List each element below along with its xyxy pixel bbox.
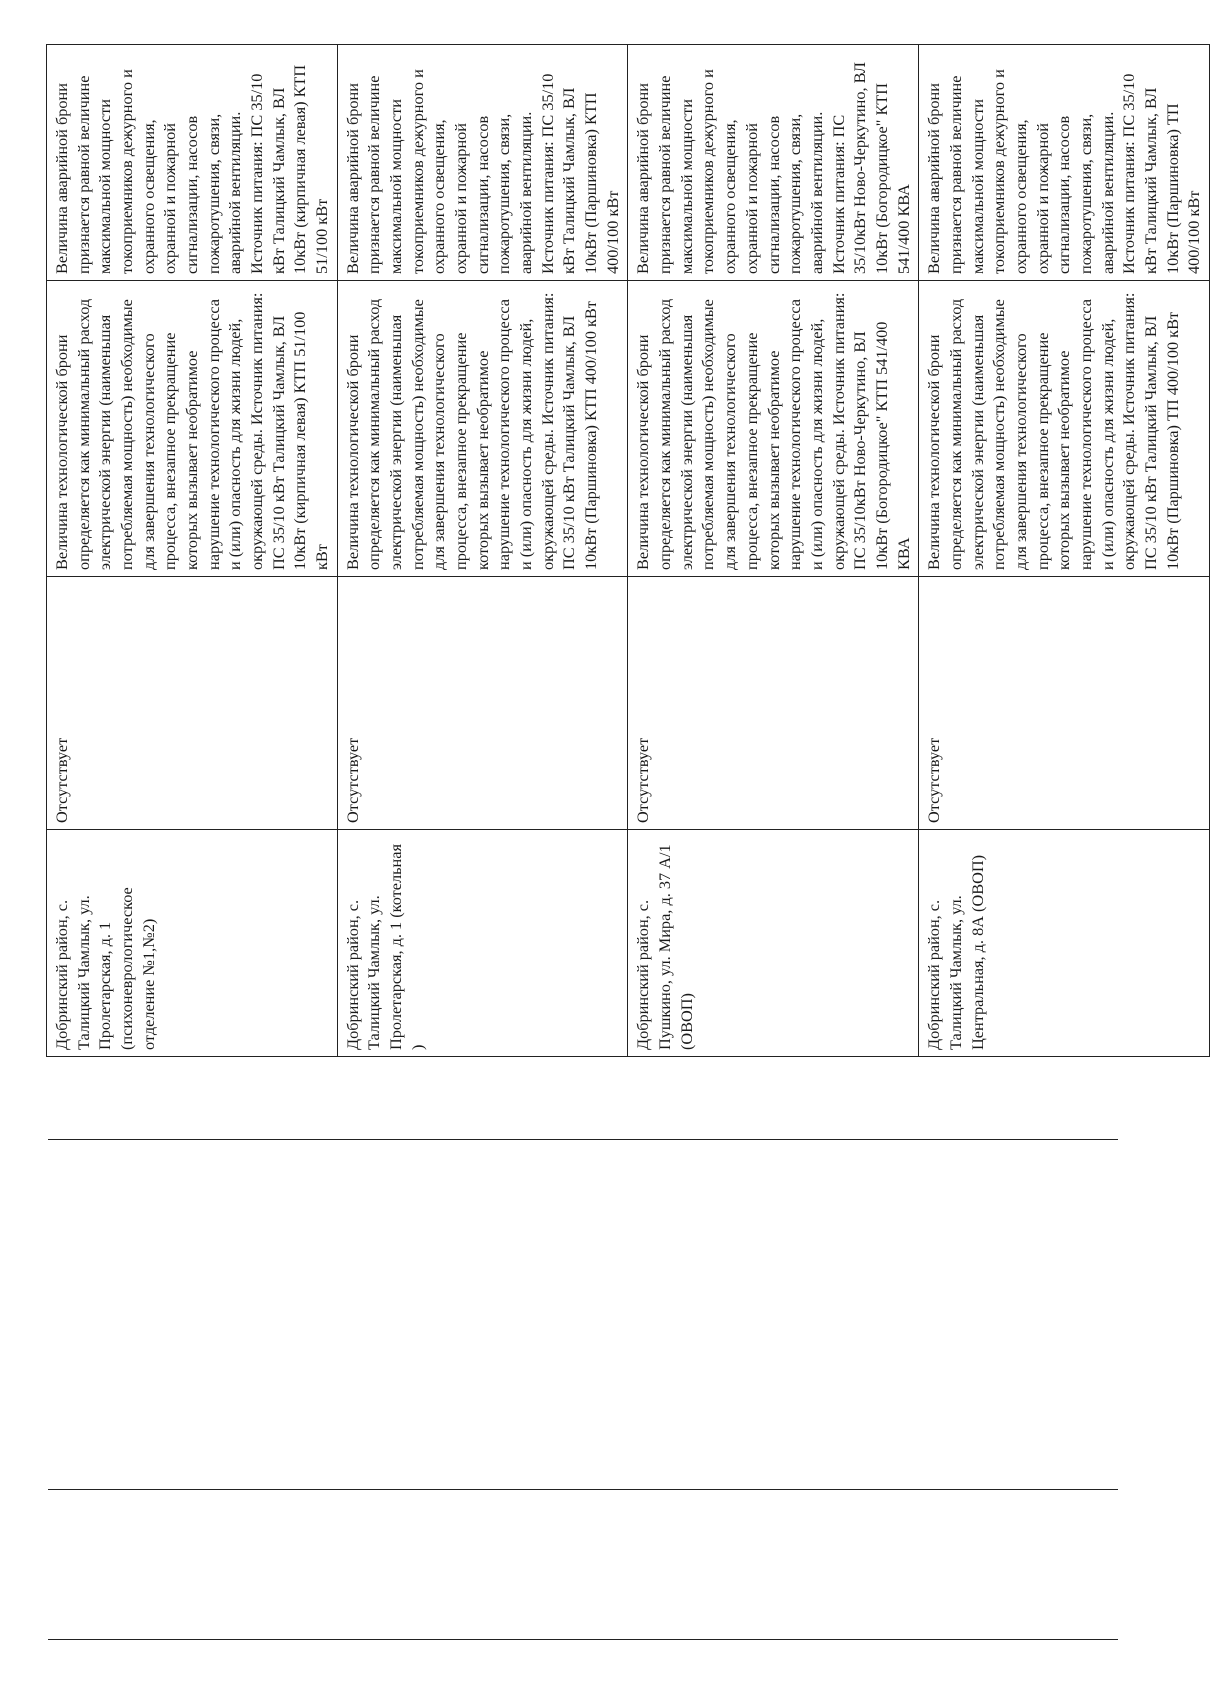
status-cell: Отсутствует: [628, 577, 919, 830]
table-rule-line: [48, 1139, 1118, 1140]
power-reserve-table: [46, 44, 1210, 1057]
table-row: [337, 45, 628, 1057]
technological-reserve-cell: Величина технологической брони определяется как минимальный расход электрической энергии (наименьшая потребляемая мощность) необходимые для завершения технологического процесса, внезапное прекращение которых вызывает необратимое нарушение технологического процесса и (или) опасность для жизни людей, окружающей среды. Источник питания: ПС 35/10кВт Ново-Черкутино, ВЛ 10кВт (Богородицкое" КТП 541/400 КВА: [628, 281, 919, 577]
status-cell: Отсутствует: [337, 577, 628, 830]
emergency-reserve-cell: Величина аварийной брони признается равной величине максимальной мощности токоприемников дежурного и охранного освещения, охранной и пожарной сигнализации, насосов пожаротушения, связи, аварийной вентиляции. Источник питания: ПС 35/10 кВт Талицкий Чамлык, ВЛ 10кВт (Паршиновка) ТП 400/100 кВт: [919, 45, 1210, 281]
status-cell: Отсутствует: [47, 577, 338, 830]
address-cell: Добринский район, с. Пушкино, ул. Мира, д. 37 А/1 (ОВОП): [628, 830, 919, 1057]
address-cell: Добринский район, с. Талицкий Чамлык, ул. Центральная, д. 8А (ОВОП): [919, 830, 1210, 1057]
status-cell: Отсутствует: [919, 577, 1210, 830]
technological-reserve-cell: Величина технологической брони определяется как минимальный расход электрической энергии (наименьшая потребляемая мощность) необходимые для завершения технологического процесса, внезапное прекращение которых вызывает необратимое нарушение технологического процесса и (или) опасность для жизни людей, окружающей среды. Источник питания: ПС 35/10 кВт Талицкий Чамлык, ВЛ 10кВт (Паршиновка) КТП 400/100 кВт: [337, 281, 628, 577]
table-row: [47, 45, 338, 1057]
emergency-reserve-cell: Величина аварийной брони признается равной величине максимальной мощности токоприемников дежурного и охранного освещения, охранной и пожарной сигнализации, насосов пожаротушения, связи, аварийной вентиляции. Источник питания: ПС 35/10кВт Ново-Черкутино, ВЛ 10кВт (Богородицкое" КТП 541/400 КВА: [628, 45, 919, 281]
technological-reserve-cell: Величина технологической брони определяется как минимальный расход электрической энергии (наименьшая потребляемая мощность) необходимые для завершения технологического процесса, внезапное прекращение которых вызывает необратимое нарушение технологического процесса и (или) опасность для жизни людей, окружающей среды. Источник питания: ПС 35/10 кВт Талицкий Чамлык, ВЛ 10кВт (Паршиновка) ТП 400/100 кВт: [919, 281, 1210, 577]
emergency-reserve-cell: Величина аварийной брони признается равной величине максимальной мощности токоприемников дежурного и охранного освещения, охранной и пожарной сигнализации, насосов пожаротушения, связи, аварийной вентиляции. Источник питания: ПС 35/10 кВт Талицкий Чамлык, ВЛ 10кВт (Паршиновка) КТП 400/100 кВт: [337, 45, 628, 281]
address-cell: Добринский район, с. Талицкий Чамлык, ул. Пролетарская, д. 1 (котельная ): [337, 830, 628, 1057]
table-row: [919, 45, 1210, 1057]
table-rule-line: [48, 1489, 1118, 1490]
technological-reserve-cell: Величина технологической брони определяется как минимальный расход электрической энергии (наименьшая потребляемая мощность) необходимые для завершения технологического процесса, внезапное прекращение которых вызывает необратимое нарушение технологического процесса и (или) опасность для жизни людей, окружающей среды. Источник питания: ПС 35/10 кВт Талицкий Чамлык, ВЛ 10кВт (кирпичная левая) КТП 51/100 кВт: [47, 281, 338, 577]
emergency-reserve-cell: Величина аварийной брони признается равной величине максимальной мощности токоприемников дежурного и охранного освещения, охранной и пожарной сигнализации, насосов пожаротушения, связи, аварийной вентиляции. Источник питания: ПС 35/10 кВт Талицкий Чамлык, ВЛ 10кВт (кирпичная левая) КТП 51/100 кВт: [47, 45, 338, 281]
address-cell: Добринский район, с. Талицкий Чамлык, ул. Пролетарская, д. 1 (психоневрологическое отделение №1,№2): [47, 830, 338, 1057]
table-rule-line: [48, 1639, 1118, 1640]
table-row: [628, 45, 919, 1057]
